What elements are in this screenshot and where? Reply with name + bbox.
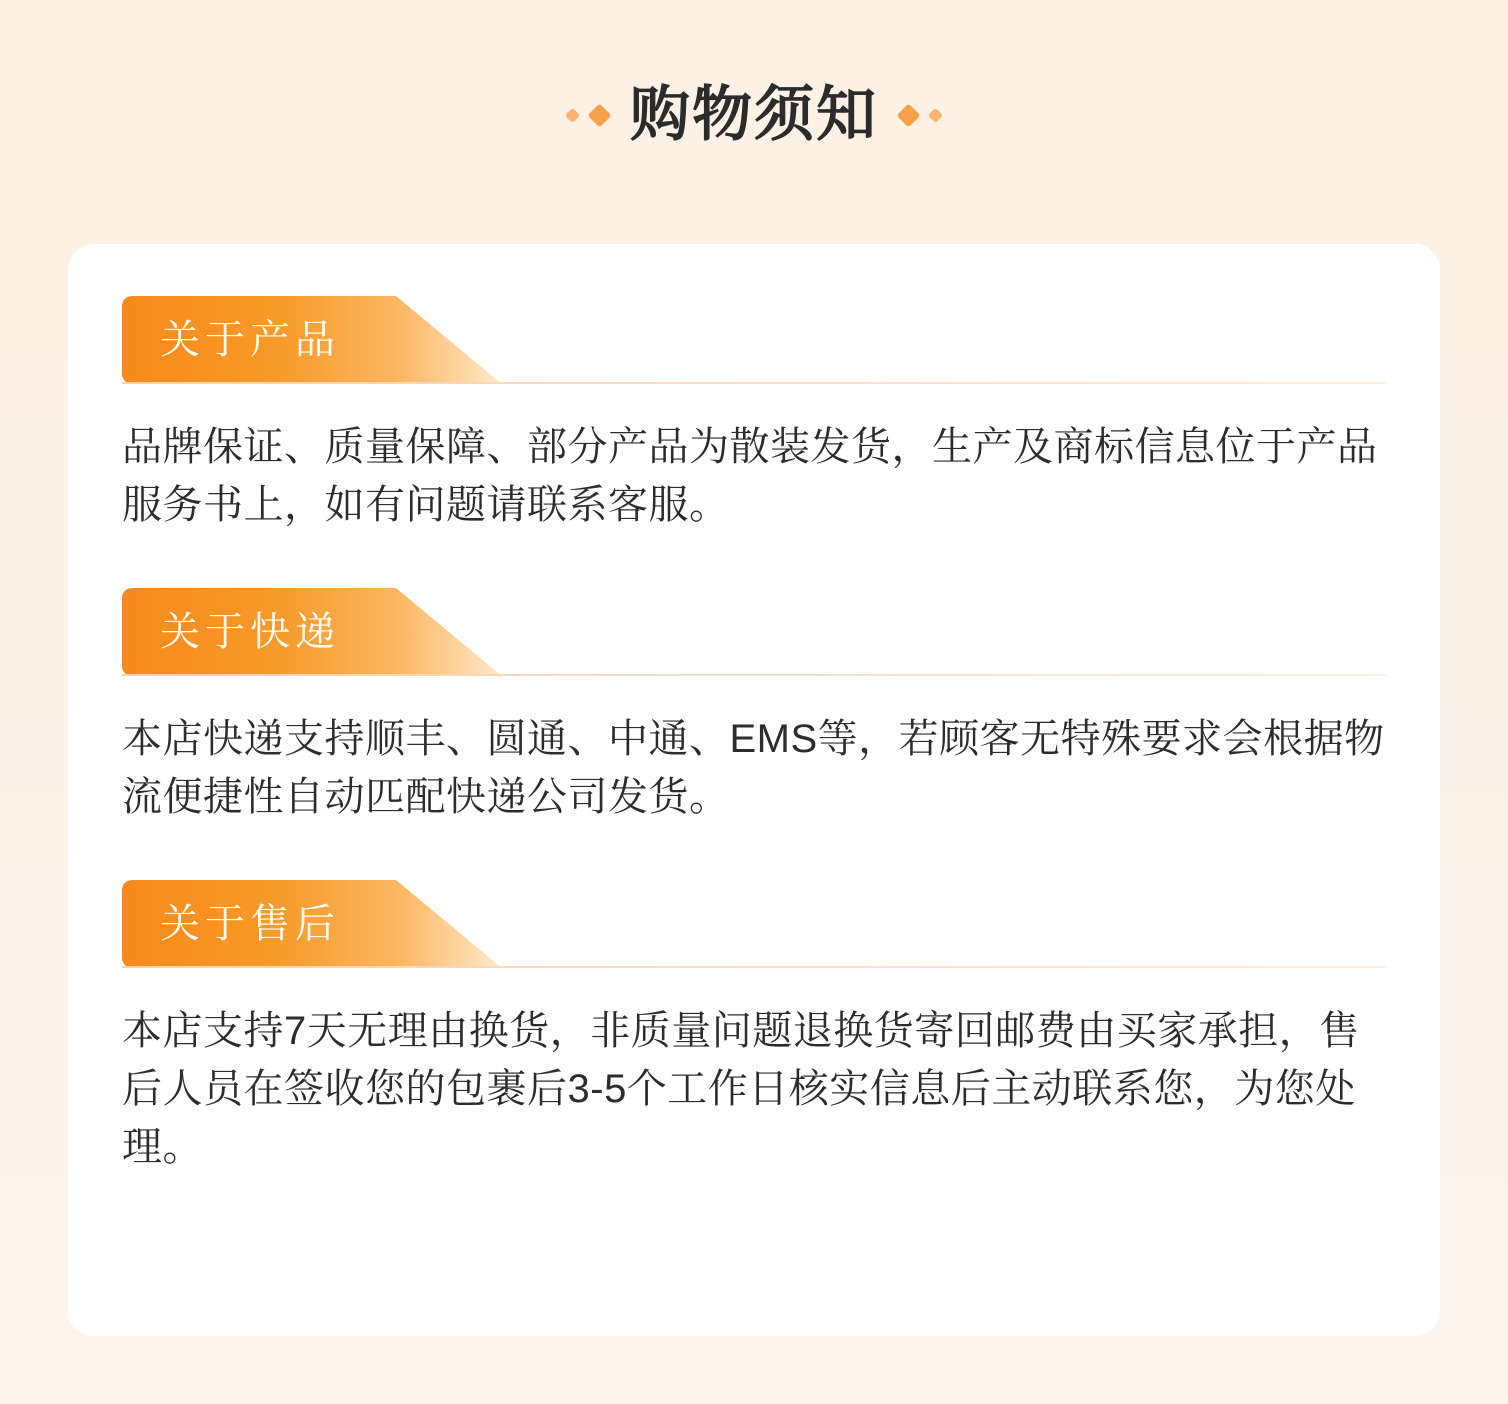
diamond-dot-small-icon: [565, 107, 581, 123]
section-label: 关于售后: [160, 902, 340, 946]
section-header: [122, 880, 1386, 968]
diamond-dot-small-icon: [928, 107, 944, 123]
section-label-ribbon: [122, 588, 396, 676]
header-dots-left: [567, 107, 608, 124]
section-label: 关于产品: [160, 318, 340, 362]
page-header: [0, 0, 1508, 230]
diamond-dot-icon: [896, 103, 920, 127]
section-divider: [122, 382, 1386, 384]
section-divider: [122, 966, 1386, 968]
section-label-ribbon: [122, 880, 396, 968]
section-body-text: 品牌保证、质量保障、部分产品为散装发货，生产及商标信息位于产品服务书上，如有问题请联系客服。: [122, 425, 1378, 527]
section-label: 关于快递: [160, 610, 340, 654]
section-body-text: 本店快递支持顺丰、圆通、中通、EMS等，若顾客无特殊要求会根据物流便捷性自动匹配快递公司发货。: [122, 717, 1385, 819]
section-header: [122, 588, 1386, 676]
section-about-shipping: [122, 588, 1386, 826]
section-after-sales: [122, 880, 1386, 1176]
section-divider: [122, 674, 1386, 676]
header-dots-right: [900, 107, 941, 124]
notice-card: [68, 244, 1440, 1336]
section-about-product: [122, 296, 1386, 534]
section-body-text: 本店支持7天无理由换货，非质量问题退换货寄回邮费由买家承担，售后人员在签收您的包裹后3-5个工作日核实信息后主动联系您，为您处理。: [122, 1009, 1360, 1169]
section-label-ribbon: [122, 296, 396, 384]
page-title: 购物须知: [630, 81, 878, 148]
section-header: [122, 296, 1386, 384]
diamond-dot-icon: [587, 103, 611, 127]
